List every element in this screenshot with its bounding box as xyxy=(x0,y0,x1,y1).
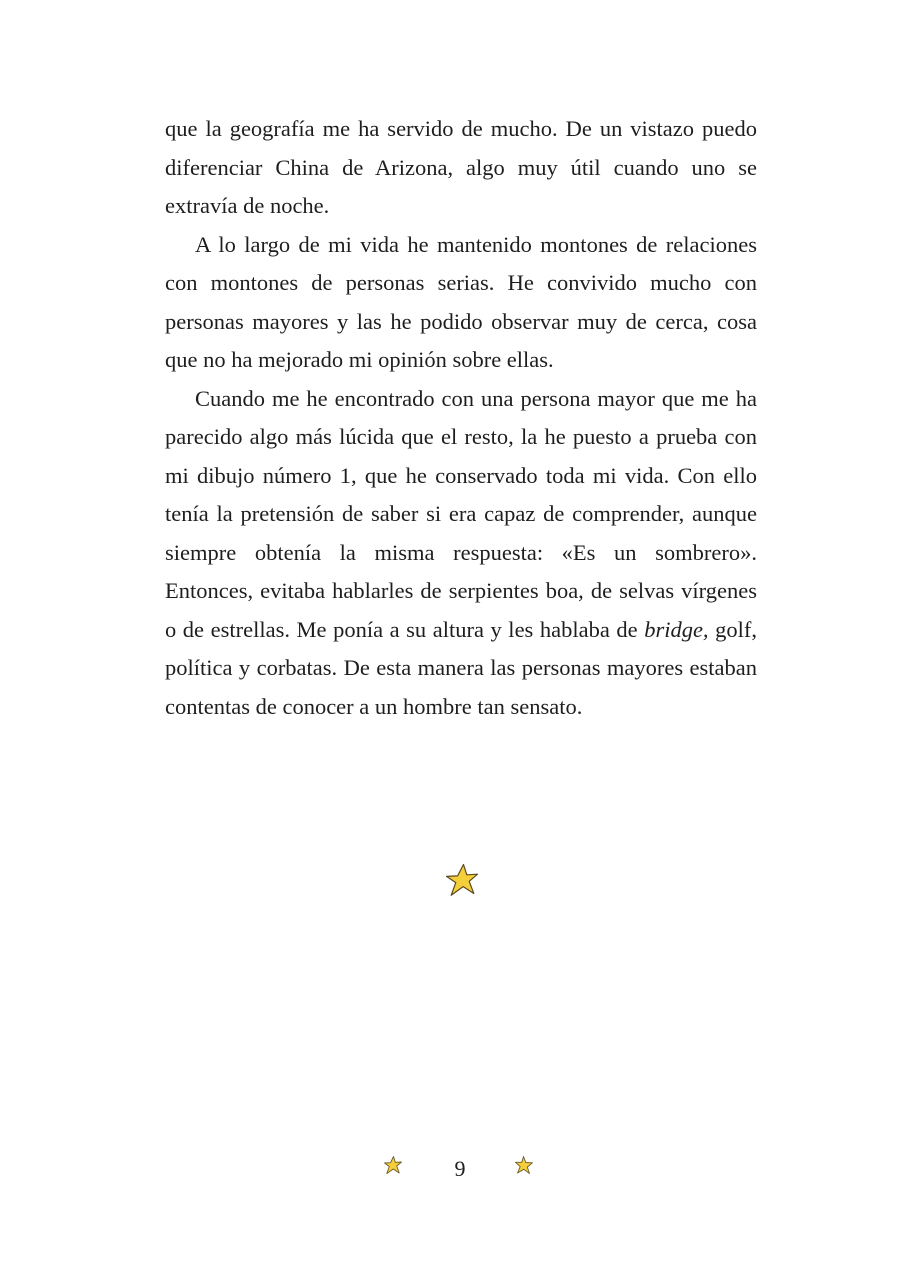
paragraph-3-text-b: golf, política y corbatas. De esta manera las personas mayores estaban contentas de conocer a un hombre tan sensato. xyxy=(165,616,757,719)
paragraph-2: A lo largo de mi vida he mantenido montones de relaciones con montones de personas serias. He convivido mucho con personas mayores y las he podido observar muy de cerca, cosa que no ha mejorado mi opinión sobre ellas. xyxy=(165,231,757,372)
page-number: 9 xyxy=(454,1156,466,1181)
star-icon xyxy=(444,862,480,898)
body-text xyxy=(165,110,757,726)
star-icon xyxy=(514,1155,534,1175)
paragraph-3 xyxy=(165,380,757,727)
paragraph-1: que la geografía me ha servido de mucho. De un vistazo puedo diferenciar China de Arizona, algo muy útil cuando uno se extravía de noche. xyxy=(165,116,757,218)
page-footer xyxy=(0,1150,916,1190)
italic-word-bridge: bridge, xyxy=(644,616,709,642)
star-icon xyxy=(383,1155,403,1175)
paragraph-3-text-a: Cuando me he encontrado con una persona mayor que me ha parecido algo más lúcida que el resto, la he puesto a prueba con mi dibujo número 1, que he conservado toda mi vida. Con ello tenía la pretensión de saber si era capaz de comprender, aunque siempre obtenía la misma respuesta: «Es un sombrero». Entonces, evitaba hablarles de serpientes boa, de selvas vírgenes o de estrellas. Me ponía a su altura y les hablaba de xyxy=(165,385,757,642)
